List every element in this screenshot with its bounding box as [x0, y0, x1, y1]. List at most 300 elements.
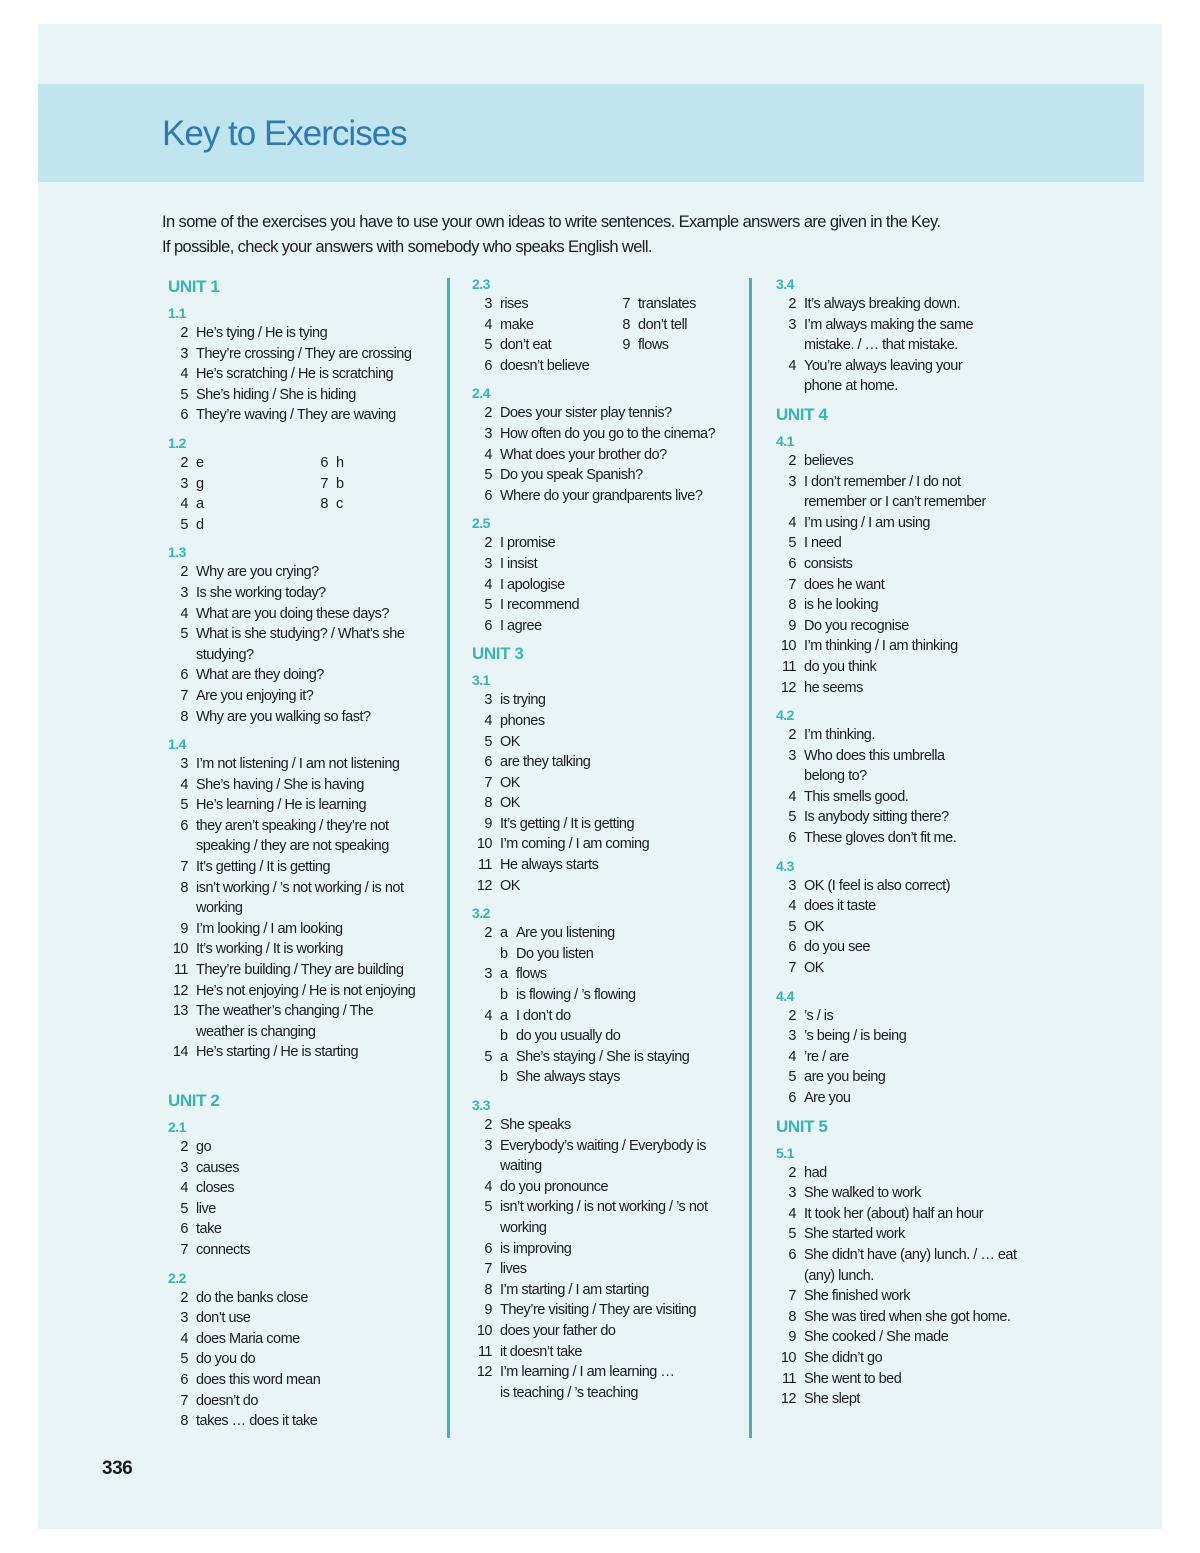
answer-item: [776, 554, 1066, 575]
exercise-number: 4.1: [776, 432, 794, 449]
answer-text: He’s scratching / He is scratching: [196, 366, 394, 383]
exercise-number: 2.2: [168, 1269, 186, 1286]
answer-item: [168, 1022, 448, 1043]
answer-text: flows: [516, 966, 547, 983]
answer-item: [472, 985, 748, 1006]
answer-number: 6: [788, 830, 796, 847]
answer-item: [776, 1348, 1066, 1369]
exercise-number: 2.3: [472, 276, 490, 292]
answer-text: belong to?: [804, 768, 867, 785]
answer-item: [168, 515, 308, 536]
exercise-number: 2.1: [168, 1119, 186, 1135]
answer-item: [776, 1224, 1066, 1245]
exercise-number: 1.4: [168, 736, 186, 753]
answer-text: working: [500, 1219, 547, 1236]
answer-number: 4: [484, 446, 492, 463]
answer-letter: a: [500, 1007, 508, 1024]
answer-text: What is she studying? / What’s she: [196, 626, 405, 643]
answer-text: It’s always breaking down.: [804, 296, 960, 312]
answer-text: phone at home.: [804, 378, 898, 395]
answer-text: studying?: [196, 646, 254, 663]
answer-letter: a: [500, 1048, 508, 1065]
exercise-section: [168, 303, 448, 426]
answer-text: is teaching / ’s teaching: [500, 1384, 638, 1401]
answer-number: 5: [484, 1199, 492, 1216]
answer-item: [610, 315, 748, 336]
answer-number: [472, 1067, 492, 1088]
answer-number: 3: [180, 345, 188, 362]
answer-text: OK: [500, 795, 520, 812]
answer-number: 3: [788, 747, 796, 764]
answer-number: 2: [484, 1117, 492, 1133]
answer-text: had: [804, 1164, 827, 1181]
exercise-section: [168, 542, 448, 727]
answer-item: [472, 834, 748, 855]
answer-item: [168, 939, 448, 960]
answer-list: [776, 1006, 1066, 1109]
answer-number: 8: [180, 1413, 188, 1430]
answer-number: 4: [180, 1330, 188, 1347]
exercise-section: [776, 856, 1066, 979]
answer-item: [776, 533, 1066, 554]
answer-number: 4: [484, 316, 492, 333]
answer-number: 5: [180, 1200, 188, 1217]
answer-item: [168, 857, 448, 878]
answer-number: [776, 766, 796, 787]
answer-text: e: [196, 454, 204, 471]
answer-number: 7: [788, 960, 796, 977]
answer-list: [472, 690, 748, 896]
answer-text: I don’t do: [516, 1007, 571, 1024]
answer-list: [776, 294, 1066, 397]
answer-number: 7: [622, 296, 630, 312]
answer-text: Everybody’s waiting / Everybody is: [500, 1137, 706, 1154]
answer-text: lives: [500, 1261, 527, 1278]
exercise-number: 2.4: [472, 385, 490, 402]
answer-letter: b: [500, 987, 508, 1004]
answer-number: 8: [622, 316, 630, 333]
answer-text: isn’t working / is not working / ’s not: [500, 1199, 708, 1216]
answer-text: does it taste: [804, 898, 876, 915]
answer-item: [168, 1137, 448, 1158]
answer-number: [472, 1026, 492, 1047]
answer-text: are they talking: [500, 754, 591, 771]
answer-list: [168, 562, 448, 727]
answer-number: 8: [180, 708, 188, 725]
answer-text: he seems: [804, 679, 863, 696]
answer-text: Why are you crying?: [196, 564, 319, 581]
answer-letter: b: [500, 945, 508, 962]
answer-item: [472, 690, 748, 711]
answer-item: [776, 492, 1066, 513]
answer-number: 2: [788, 727, 796, 744]
answer-text: I’m thinking / I am thinking: [804, 638, 958, 655]
answer-text: believes: [804, 452, 854, 469]
answer-item: [168, 816, 448, 837]
answer-text: I’m always making the same: [804, 316, 974, 333]
answer-list: [776, 451, 1066, 698]
answer-text: b: [336, 475, 344, 492]
answer-number: 4: [788, 1205, 796, 1222]
answer-number: [168, 898, 188, 919]
answer-item: [472, 1362, 748, 1383]
answer-text: do the banks close: [196, 1289, 308, 1306]
answer-item: [168, 754, 448, 775]
answer-item: [168, 323, 448, 344]
answer-text: phones: [500, 712, 545, 729]
answer-item: [610, 335, 748, 356]
answer-text: don’t use: [196, 1310, 251, 1327]
answer-column-1: [168, 274, 448, 1439]
answer-item: [776, 1245, 1066, 1266]
exercise-section: [168, 1117, 448, 1261]
answer-item: [168, 1329, 448, 1350]
answer-text: He’s not enjoying / He is not enjoying: [196, 982, 416, 999]
answer-text: I’m thinking.: [804, 727, 875, 744]
answer-number: 7: [788, 1288, 796, 1305]
answer-number: 5: [180, 797, 188, 814]
answer-text: is improving: [500, 1240, 572, 1257]
answer-item: [472, 814, 748, 835]
answer-text: (any) lunch.: [804, 1267, 874, 1284]
exercise-section: [472, 670, 748, 896]
answer-text: OK: [500, 733, 520, 750]
answer-text: Who does this umbrella: [804, 747, 945, 764]
answer-item: [776, 678, 1066, 699]
answer-text: is trying: [500, 692, 546, 709]
answer-number: 3: [180, 756, 188, 773]
answer-number: 6: [484, 487, 492, 504]
answer-item: [472, 575, 748, 596]
answer-text: rises: [500, 296, 529, 312]
answer-list: [472, 403, 748, 506]
answer-number: 7: [484, 1261, 492, 1278]
page-title: Key to Exercises: [162, 114, 407, 153]
answer-text: They’re visiting / They are visiting: [500, 1302, 697, 1319]
answer-text: ’s / is: [804, 1007, 834, 1024]
page-number: 336: [102, 1458, 133, 1479]
answer-item: [472, 923, 748, 944]
answer-item: [168, 1219, 448, 1240]
answer-text: g: [196, 475, 204, 492]
answer-item: [472, 855, 748, 876]
answer-text: speaking / they are not speaking: [196, 838, 389, 855]
answer-text: remember or I can’t remember: [804, 494, 986, 511]
answer-text: mistake. / … that mistake.: [804, 337, 958, 354]
answer-number: 11: [781, 1370, 796, 1387]
answer-item: [776, 828, 1066, 849]
unit-heading: UNIT 2: [168, 1091, 220, 1110]
answer-number: 2: [180, 1139, 188, 1155]
answer-text: I insist: [500, 555, 538, 572]
answer-number: 2: [484, 405, 492, 422]
answer-item: [776, 335, 1066, 356]
answer-item: [168, 1001, 448, 1022]
answer-item: [776, 807, 1066, 828]
answer-text: live: [196, 1200, 216, 1217]
answer-number: 9: [788, 617, 796, 634]
answer-text: OK: [500, 774, 520, 791]
answer-item: [472, 1026, 748, 1047]
answer-text: She walked to work: [804, 1185, 921, 1202]
answer-number: 3: [484, 966, 492, 983]
answer-item: [168, 405, 448, 426]
answer-text: Is anybody sitting there?: [804, 809, 949, 826]
answer-item: [168, 1158, 448, 1179]
exercise-section: [168, 433, 448, 535]
answer-item: [472, 1047, 748, 1068]
answer-number: 8: [484, 795, 492, 812]
answer-item: [168, 474, 308, 495]
answer-column-2: [472, 274, 748, 1410]
answer-list: [472, 1115, 748, 1403]
answer-number: 13: [172, 1003, 188, 1020]
answer-number: 3: [788, 473, 796, 490]
answer-list: [168, 1288, 448, 1432]
answer-item: [472, 595, 748, 616]
answer-number: 2: [180, 454, 188, 471]
answer-item: [776, 1067, 1066, 1088]
answer-number: 3: [788, 1028, 796, 1045]
answer-text: It took her (about) half an hour: [804, 1205, 984, 1222]
answer-item: [168, 775, 448, 796]
answer-item: [472, 403, 748, 424]
answer-number: 2: [484, 925, 492, 942]
answer-text: Are you listening: [516, 925, 615, 942]
answer-number: 4: [788, 788, 796, 805]
answer-text: It’s getting / It is getting: [500, 815, 635, 832]
answer-number: 3: [180, 584, 188, 601]
answer-item: [308, 494, 448, 515]
answer-item: [472, 1115, 748, 1136]
answer-item: [776, 1286, 1066, 1307]
answer-text: ’re / are: [804, 1048, 849, 1065]
answer-text: She didn’t go: [804, 1349, 883, 1366]
answer-text: Do you recognise: [804, 617, 909, 634]
answer-item: [168, 453, 308, 474]
answer-number: [472, 1218, 492, 1239]
answer-text: connects: [196, 1241, 251, 1258]
answer-text: Why are you walking so fast?: [196, 708, 371, 725]
answer-item: [168, 919, 448, 940]
answer-text: I’m not listening / I am not listening: [196, 756, 400, 773]
answer-number: 12: [476, 1364, 492, 1381]
answer-text: OK: [500, 877, 520, 894]
answer-item: [776, 787, 1066, 808]
answer-number: 4: [788, 1048, 796, 1065]
answer-list: [776, 876, 1066, 979]
answer-number: 4: [484, 576, 492, 593]
answer-text: This smells good.: [804, 788, 909, 805]
answer-text: doesn’t do: [196, 1392, 258, 1409]
answer-number: 3: [180, 1159, 188, 1176]
answer-item: [472, 294, 610, 315]
answer-number: 10: [476, 1322, 492, 1339]
answer-text: I’m using / I am using: [804, 514, 930, 531]
answer-text: Is she working today?: [196, 584, 326, 601]
answer-item: [776, 937, 1066, 958]
answer-item: [168, 1391, 448, 1412]
answer-text: She went to bed: [804, 1370, 902, 1387]
answer-number: 9: [484, 815, 492, 832]
answer-number: 8: [320, 496, 328, 513]
exercise-number: 3.1: [472, 672, 490, 689]
answer-item: [168, 665, 448, 686]
answer-item: [776, 513, 1066, 534]
answer-list: [472, 294, 748, 376]
answer-column-3: [776, 274, 1066, 1417]
answer-text: Where do your grandparents live?: [500, 487, 703, 504]
answer-text: don’t tell: [638, 316, 688, 333]
answer-item: [472, 964, 748, 985]
exercise-number: 5.1: [776, 1144, 794, 1161]
answer-item: [472, 1383, 748, 1404]
answer-number: 5: [180, 1351, 188, 1368]
answer-number: [472, 1156, 492, 1177]
exercise-number: 3.3: [472, 1097, 490, 1113]
answer-item: [168, 878, 448, 899]
answer-number: 5: [484, 1048, 492, 1065]
answer-item: [776, 472, 1066, 493]
answer-text: They’re waving / They are waving: [196, 407, 396, 424]
answer-item: [776, 917, 1066, 938]
answer-number: 6: [484, 357, 492, 374]
answer-text: She was tired when she got home.: [804, 1308, 1011, 1325]
title-banner: [38, 84, 1144, 182]
answer-item: [776, 876, 1066, 897]
answer-text: doesn’t believe: [500, 357, 590, 374]
answer-item: [472, 1239, 748, 1260]
answer-text: I apologise: [500, 576, 565, 593]
answer-number: 4: [788, 898, 796, 915]
answer-text: a: [196, 496, 204, 513]
answer-item: [610, 294, 748, 315]
answer-number: 8: [788, 597, 796, 614]
answer-number: 9: [788, 1329, 796, 1346]
answer-number: 5: [180, 626, 188, 643]
answer-text: consists: [804, 555, 853, 572]
answer-text: translates: [638, 296, 696, 312]
answer-number: 11: [477, 1343, 492, 1360]
answer-text: they aren’t speaking / they’re not: [196, 817, 389, 834]
answer-text: I need: [804, 535, 842, 552]
answer-item: [776, 766, 1066, 787]
answer-number: 3: [484, 1137, 492, 1154]
answer-text: I don’t remember / I do not: [804, 473, 961, 490]
answer-number: 10: [476, 836, 492, 853]
answer-number: 12: [476, 877, 492, 894]
answer-item: [168, 364, 448, 385]
answer-number: 4: [484, 1007, 492, 1024]
answer-text: She’s having / She is having: [196, 776, 364, 793]
answer-text: It’s working / It is working: [196, 941, 343, 958]
answer-number: 4: [484, 1178, 492, 1195]
answer-number: 6: [180, 1371, 188, 1388]
answer-number: 4: [180, 366, 188, 383]
exercise-number: 1.3: [168, 544, 186, 561]
answer-number: 5: [484, 733, 492, 750]
exercise-number: 3.4: [776, 276, 794, 292]
answer-item: [472, 752, 748, 773]
unit-heading: UNIT 5: [776, 1116, 828, 1136]
answer-item: [472, 486, 748, 507]
answer-item: [168, 1240, 448, 1261]
answer-item: [308, 474, 448, 495]
answer-number: 5: [484, 337, 492, 354]
answer-item: [168, 385, 448, 406]
exercise-number: 1.2: [168, 434, 186, 451]
answer-number: 9: [180, 920, 188, 937]
answer-text: Do you speak Spanish?: [500, 467, 643, 484]
answer-item: [168, 583, 448, 604]
answer-text: I’m starting / I am starting: [500, 1281, 649, 1298]
answer-text: don’t eat: [500, 337, 552, 354]
answer-item: [472, 356, 610, 377]
answer-item: [168, 1199, 448, 1220]
answer-number: 5: [180, 386, 188, 403]
answer-list: [168, 754, 448, 1063]
answer-number: 4: [788, 514, 796, 531]
answer-text: I’m looking / I am looking: [196, 920, 343, 937]
answer-item: [168, 960, 448, 981]
answer-item: [776, 1006, 1066, 1027]
answer-item: [472, 773, 748, 794]
answer-number: 7: [180, 1241, 188, 1258]
answer-item: [472, 465, 748, 486]
answer-item: [472, 1259, 748, 1280]
answer-text: take: [196, 1221, 222, 1238]
answer-text: d: [196, 516, 204, 533]
answer-item: [776, 616, 1066, 637]
answer-text: These gloves don’t fit me.: [804, 830, 957, 847]
answer-text: c: [336, 496, 343, 513]
answer-text: do you see: [804, 939, 870, 956]
answer-number: 10: [780, 638, 796, 655]
answer-number: 3: [484, 296, 492, 312]
answer-item: [776, 746, 1066, 767]
answer-number: 4: [180, 776, 188, 793]
answer-number: 5: [788, 1069, 796, 1086]
exercise-number: 4.3: [776, 857, 794, 874]
answer-item: [168, 645, 448, 666]
answer-item: [168, 1411, 448, 1432]
answer-item: [776, 294, 1066, 315]
answer-item: [776, 451, 1066, 472]
answer-item: [472, 1006, 748, 1027]
answer-item: [472, 1300, 748, 1321]
answer-text: She cooked / She made: [804, 1329, 949, 1346]
answer-text: He always starts: [500, 857, 599, 874]
answer-item: [472, 944, 748, 965]
answer-number: [168, 1022, 188, 1043]
answer-item: [472, 1197, 748, 1218]
answer-number: [168, 645, 188, 666]
exercise-section: [776, 986, 1066, 1109]
exercise-section: [168, 734, 448, 1063]
answer-number: 14: [172, 1044, 188, 1061]
answer-text: Are you enjoying it?: [196, 687, 314, 704]
intro-line: In some of the exercises you have to use your own ideas to write sentences. Example answers are given in the Key.: [162, 213, 941, 231]
answer-item: [472, 1136, 748, 1157]
answer-text: I’m coming / I am coming: [500, 836, 650, 853]
answer-number: 5: [484, 467, 492, 484]
answer-text: She speaks: [500, 1117, 571, 1133]
answer-text: I recommend: [500, 597, 580, 614]
answer-number: [168, 836, 188, 857]
answer-item: [776, 595, 1066, 616]
answer-number: 6: [484, 754, 492, 771]
answer-item: [776, 1204, 1066, 1225]
